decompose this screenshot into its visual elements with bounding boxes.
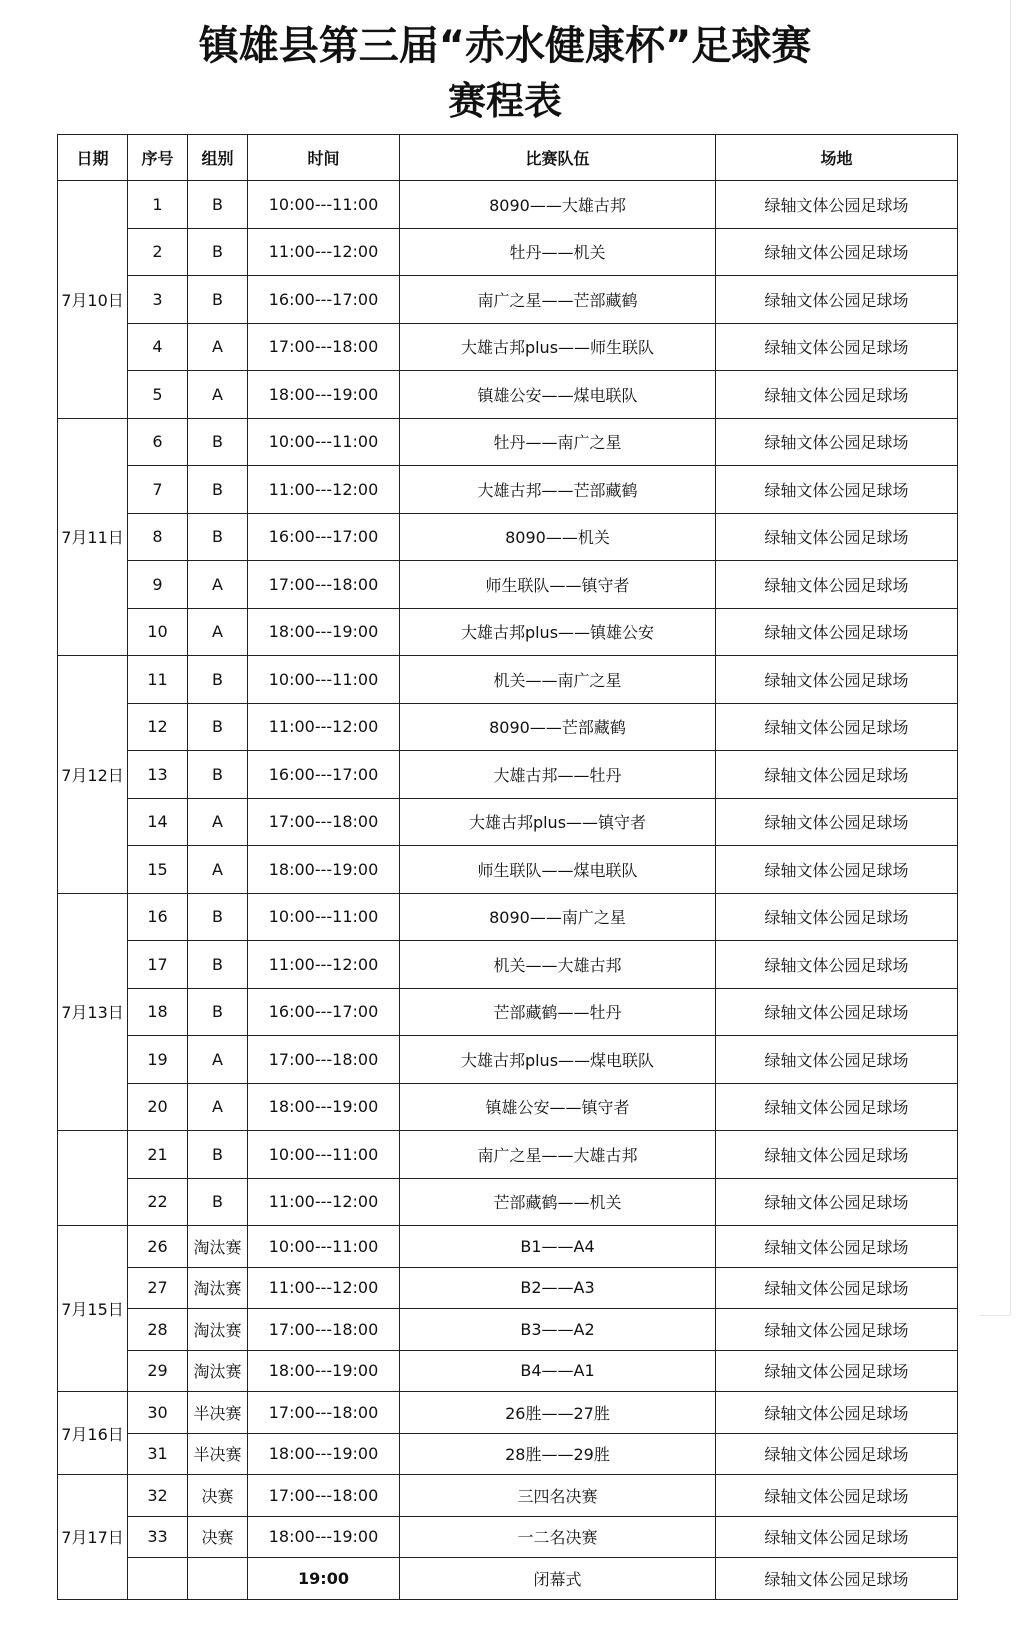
header-group: 组别 (188, 135, 248, 181)
table-row (58, 893, 958, 941)
teams-cell: 大雄古邦plus——镇雄公安 (400, 608, 716, 656)
time-cell: 17:00---18:00 (248, 561, 400, 609)
teams-cell: 牡丹——机关 (400, 228, 716, 276)
header-venue: 场地 (716, 135, 958, 181)
group-cell: B (188, 228, 248, 276)
venue-cell: 绿轴文体公园足球场 (716, 276, 958, 324)
table-row (58, 1350, 958, 1392)
number-cell: 12 (128, 703, 188, 751)
group-cell: B (188, 893, 248, 941)
number-cell: 31 (128, 1433, 188, 1475)
table-row (58, 561, 958, 609)
venue-cell: 绿轴文体公园足球场 (716, 656, 958, 704)
group-cell: B (188, 751, 248, 799)
group-cell: 半决赛 (188, 1392, 248, 1434)
time-cell: 10:00---11:00 (248, 1226, 400, 1268)
venue-cell: 绿轴文体公园足球场 (716, 751, 958, 799)
time-cell: 11:00---12:00 (248, 703, 400, 751)
date-cell: 7月16日 (58, 1392, 128, 1475)
teams-cell: 芒部藏鹤——牡丹 (400, 988, 716, 1036)
time-cell: 10:00---11:00 (248, 1131, 400, 1179)
venue-cell: 绿轴文体公园足球场 (716, 1178, 958, 1226)
teams-cell: 大雄古邦plus——师生联队 (400, 323, 716, 371)
venue-cell: 绿轴文体公园足球场 (716, 1131, 958, 1179)
group-cell: B (188, 466, 248, 514)
teams-cell: 大雄古邦——牡丹 (400, 751, 716, 799)
header-time: 时间 (248, 135, 400, 181)
group-cell: B (188, 181, 248, 229)
table-row (58, 941, 958, 989)
time-cell: 17:00---18:00 (248, 1309, 400, 1351)
table-row (58, 1226, 958, 1268)
group-cell: 淘汰赛 (188, 1267, 248, 1309)
group-cell: B (188, 276, 248, 324)
header-date: 日期 (58, 135, 128, 181)
number-cell: 1 (128, 181, 188, 229)
number-cell: 29 (128, 1350, 188, 1392)
group-cell: B (188, 1178, 248, 1226)
time-cell: 11:00---12:00 (248, 1267, 400, 1309)
number-cell: 19 (128, 1036, 188, 1084)
time-cell: 16:00---17:00 (248, 276, 400, 324)
table-row (58, 1475, 958, 1517)
group-cell: A (188, 798, 248, 846)
venue-cell: 绿轴文体公园足球场 (716, 846, 958, 894)
teams-cell: 26胜——27胜 (400, 1392, 716, 1434)
number-cell: 8 (128, 513, 188, 561)
group-cell: A (188, 561, 248, 609)
table-row (58, 418, 958, 466)
number-cell (128, 1558, 188, 1600)
teams-cell: 闭幕式 (400, 1558, 716, 1600)
group-cell: 淘汰赛 (188, 1309, 248, 1351)
number-cell: 15 (128, 846, 188, 894)
table-row (58, 1131, 958, 1179)
number-cell: 3 (128, 276, 188, 324)
group-cell: 淘汰赛 (188, 1226, 248, 1268)
table-row (58, 1433, 958, 1475)
teams-cell: 师生联队——煤电联队 (400, 846, 716, 894)
table-row (58, 798, 958, 846)
venue-cell: 绿轴文体公园足球场 (716, 181, 958, 229)
time-cell: 18:00---19:00 (248, 1516, 400, 1558)
teams-cell: 牡丹——南广之星 (400, 418, 716, 466)
teams-cell: 8090——芒部藏鹤 (400, 703, 716, 751)
teams-cell: B3——A2 (400, 1309, 716, 1351)
date-cell: 7月12日 (58, 656, 128, 894)
teams-cell: B1——A4 (400, 1226, 716, 1268)
table-row (58, 988, 958, 1036)
time-cell: 19:00 (248, 1558, 400, 1600)
teams-cell: 师生联队——镇守者 (400, 561, 716, 609)
venue-cell: 绿轴文体公园足球场 (716, 798, 958, 846)
teams-cell: 一二名决赛 (400, 1516, 716, 1558)
venue-cell: 绿轴文体公园足球场 (716, 1433, 958, 1475)
time-cell: 10:00---11:00 (248, 418, 400, 466)
venue-cell: 绿轴文体公园足球场 (716, 988, 958, 1036)
document-subtitle: 赛程表 (447, 79, 562, 123)
time-cell: 18:00---19:00 (248, 1083, 400, 1131)
venue-cell: 绿轴文体公园足球场 (716, 1475, 958, 1517)
venue-cell: 绿轴文体公园足球场 (716, 1083, 958, 1131)
time-cell: 17:00---18:00 (248, 798, 400, 846)
time-cell: 10:00---11:00 (248, 656, 400, 704)
teams-cell: 芒部藏鹤——机关 (400, 1178, 716, 1226)
teams-cell: B4——A1 (400, 1350, 716, 1392)
number-cell: 9 (128, 561, 188, 609)
date-cell (58, 1131, 128, 1226)
table-row (58, 466, 958, 514)
venue-cell: 绿轴文体公园足球场 (716, 371, 958, 419)
venue-cell: 绿轴文体公园足球场 (716, 703, 958, 751)
date-cell: 7月11日 (58, 418, 128, 656)
table-row (58, 1558, 958, 1600)
table-row (58, 846, 958, 894)
time-cell: 17:00---18:00 (248, 1475, 400, 1517)
teams-cell: B2——A3 (400, 1267, 716, 1309)
time-cell: 11:00---12:00 (248, 466, 400, 514)
table-row (58, 703, 958, 751)
venue-cell: 绿轴文体公园足球场 (716, 1350, 958, 1392)
table-row (58, 1516, 958, 1558)
group-cell: A (188, 1036, 248, 1084)
document-title: 镇雄县第三届“赤水健康杯”足球赛 (198, 23, 812, 69)
venue-cell: 绿轴文体公园足球场 (716, 608, 958, 656)
table-row (58, 228, 958, 276)
header-number: 序号 (128, 135, 188, 181)
date-cell: 7月10日 (58, 181, 128, 419)
teams-cell: 机关——大雄古邦 (400, 941, 716, 989)
number-cell: 22 (128, 1178, 188, 1226)
number-cell: 26 (128, 1226, 188, 1268)
number-cell: 16 (128, 893, 188, 941)
venue-cell: 绿轴文体公园足球场 (716, 893, 958, 941)
time-cell: 10:00---11:00 (248, 893, 400, 941)
table-row (58, 513, 958, 561)
venue-cell: 绿轴文体公园足球场 (716, 1226, 958, 1268)
teams-cell: 南广之星——大雄古邦 (400, 1131, 716, 1179)
teams-cell: 镇雄公安——煤电联队 (400, 371, 716, 419)
number-cell: 4 (128, 323, 188, 371)
group-cell: A (188, 608, 248, 656)
venue-cell: 绿轴文体公园足球场 (716, 941, 958, 989)
venue-cell: 绿轴文体公园足球场 (716, 418, 958, 466)
venue-cell: 绿轴文体公园足球场 (716, 1036, 958, 1084)
number-cell: 17 (128, 941, 188, 989)
group-cell: B (188, 513, 248, 561)
group-cell: B (188, 703, 248, 751)
group-cell: B (188, 941, 248, 989)
number-cell: 18 (128, 988, 188, 1036)
venue-cell: 绿轴文体公园足球场 (716, 1516, 958, 1558)
time-cell: 16:00---17:00 (248, 988, 400, 1036)
date-cell: 7月15日 (58, 1226, 128, 1392)
group-cell: A (188, 846, 248, 894)
group-cell: 半决赛 (188, 1433, 248, 1475)
venue-cell: 绿轴文体公园足球场 (716, 513, 958, 561)
date-cell: 7月13日 (58, 893, 128, 1131)
table-row (58, 751, 958, 799)
time-cell: 18:00---19:00 (248, 846, 400, 894)
number-cell: 32 (128, 1475, 188, 1517)
group-cell: B (188, 1131, 248, 1179)
number-cell: 33 (128, 1516, 188, 1558)
time-cell: 16:00---17:00 (248, 751, 400, 799)
page-edge-divider (1010, 0, 1011, 1315)
number-cell: 27 (128, 1267, 188, 1309)
venue-cell: 绿轴文体公园足球场 (716, 1309, 958, 1351)
date-cell: 7月17日 (58, 1475, 128, 1600)
number-cell: 13 (128, 751, 188, 799)
group-cell: A (188, 1083, 248, 1131)
table-row (58, 1036, 958, 1084)
number-cell: 11 (128, 656, 188, 704)
header-row (58, 135, 958, 181)
teams-cell: 南广之星——芒部藏鹤 (400, 276, 716, 324)
number-cell: 28 (128, 1309, 188, 1351)
group-cell: B (188, 656, 248, 704)
number-cell: 30 (128, 1392, 188, 1434)
venue-cell: 绿轴文体公园足球场 (716, 466, 958, 514)
number-cell: 14 (128, 798, 188, 846)
group-cell: B (188, 988, 248, 1036)
group-cell: A (188, 323, 248, 371)
group-cell: A (188, 371, 248, 419)
group-cell: B (188, 418, 248, 466)
table-row (58, 608, 958, 656)
table-row (58, 1178, 958, 1226)
time-cell: 18:00---19:00 (248, 1350, 400, 1392)
time-cell: 17:00---18:00 (248, 1036, 400, 1084)
time-cell: 10:00---11:00 (248, 181, 400, 229)
venue-cell: 绿轴文体公园足球场 (716, 1558, 958, 1600)
time-cell: 17:00---18:00 (248, 1392, 400, 1434)
header-teams: 比赛队伍 (400, 135, 716, 181)
teams-cell: 8090——南广之星 (400, 893, 716, 941)
teams-cell: 8090——大雄古邦 (400, 181, 716, 229)
venue-cell: 绿轴文体公园足球场 (716, 1267, 958, 1309)
number-cell: 5 (128, 371, 188, 419)
schedule-table (57, 134, 958, 1600)
page-edge-divider (980, 1315, 1010, 1316)
time-cell: 16:00---17:00 (248, 513, 400, 561)
time-cell: 11:00---12:00 (248, 228, 400, 276)
number-cell: 20 (128, 1083, 188, 1131)
group-cell (188, 1558, 248, 1600)
number-cell: 21 (128, 1131, 188, 1179)
time-cell: 18:00---19:00 (248, 608, 400, 656)
teams-cell: 三四名决赛 (400, 1475, 716, 1517)
venue-cell: 绿轴文体公园足球场 (716, 1392, 958, 1434)
schedule-body (58, 181, 958, 1600)
table-row (58, 1309, 958, 1351)
teams-cell: 机关——南广之星 (400, 656, 716, 704)
table-row (58, 1392, 958, 1434)
table-row (58, 181, 958, 229)
teams-cell: 8090——机关 (400, 513, 716, 561)
teams-cell: 大雄古邦plus——镇守者 (400, 798, 716, 846)
table-row (58, 1267, 958, 1309)
table-row (58, 371, 958, 419)
time-cell: 17:00---18:00 (248, 323, 400, 371)
time-cell: 11:00---12:00 (248, 1178, 400, 1226)
teams-cell: 大雄古邦——芒部藏鹤 (400, 466, 716, 514)
venue-cell: 绿轴文体公园足球场 (716, 561, 958, 609)
venue-cell: 绿轴文体公园足球场 (716, 228, 958, 276)
number-cell: 7 (128, 466, 188, 514)
time-cell: 18:00---19:00 (248, 1433, 400, 1475)
venue-cell: 绿轴文体公园足球场 (716, 323, 958, 371)
number-cell: 2 (128, 228, 188, 276)
table-row (58, 656, 958, 704)
time-cell: 11:00---12:00 (248, 941, 400, 989)
table-row (58, 1083, 958, 1131)
teams-cell: 28胜——29胜 (400, 1433, 716, 1475)
teams-cell: 大雄古邦plus——煤电联队 (400, 1036, 716, 1084)
teams-cell: 镇雄公安——镇守者 (400, 1083, 716, 1131)
group-cell: 淘汰赛 (188, 1350, 248, 1392)
table-row (58, 323, 958, 371)
number-cell: 10 (128, 608, 188, 656)
number-cell: 6 (128, 418, 188, 466)
time-cell: 18:00---19:00 (248, 371, 400, 419)
table-row (58, 276, 958, 324)
group-cell: 决赛 (188, 1475, 248, 1517)
group-cell: 决赛 (188, 1516, 248, 1558)
